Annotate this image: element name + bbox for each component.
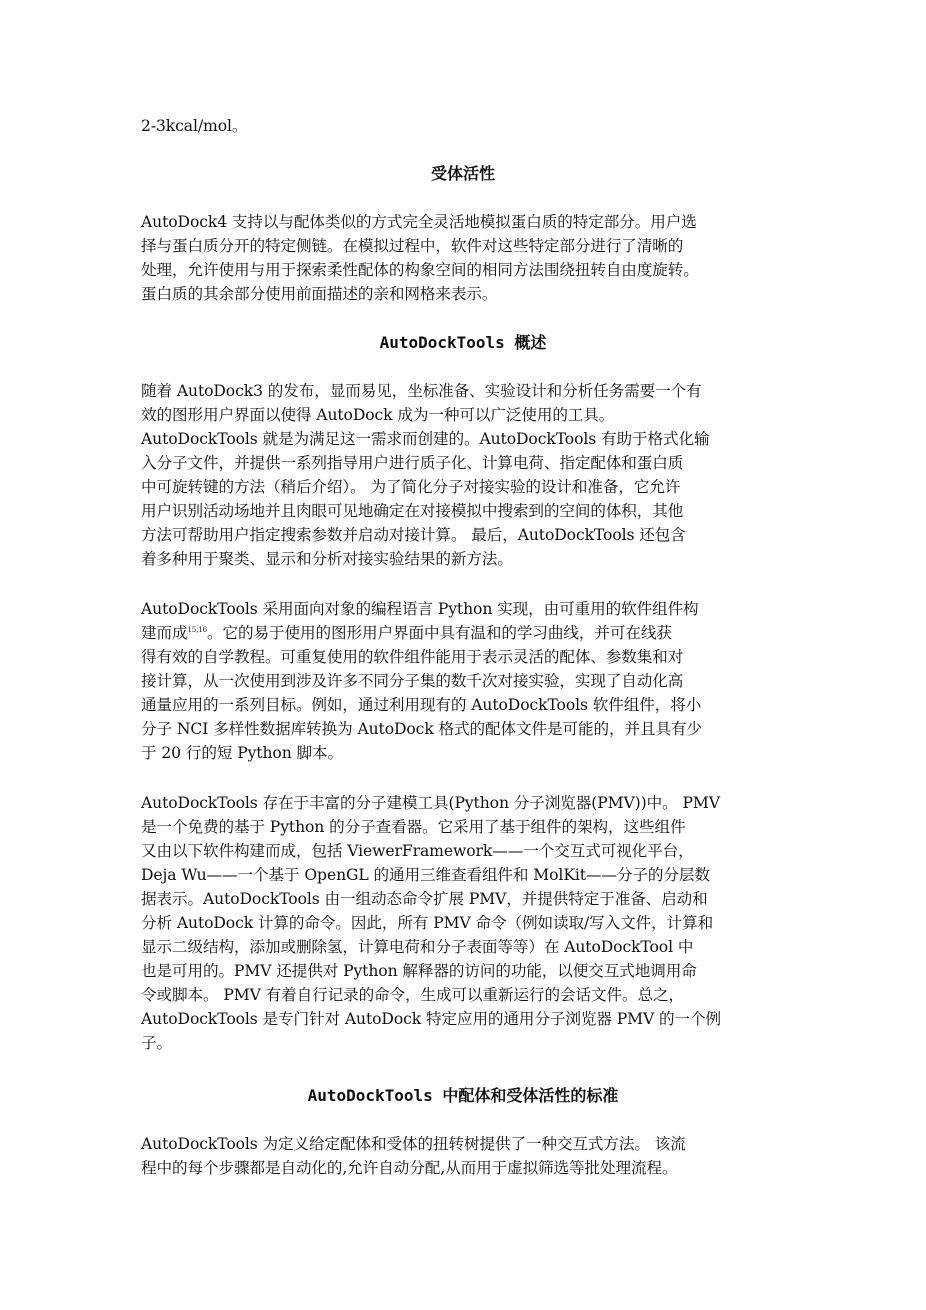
paragraph-overview-2 [141,597,791,765]
text-line: 显示二级结构，添加或删除氢，计算电荷和分子表面等等）在 AutoDockTool 中 [141,938,694,956]
text-line-with-citation [141,621,791,645]
section-heading-receptor-flexibility: 受体活性 [430,164,495,183]
paragraph-receptor-flexibility [141,210,791,306]
text-fragment: 建而成 [141,624,188,642]
text-line: 2-3kcal/mol。 [141,117,248,135]
text-line: 方法可帮助用户指定搜索参数并启动对接计算。 最后，AutoDockTools 还包含 [141,526,686,544]
text-line: 接计算，从一次使用到涉及许多不同分子集的数千次对接实验，实现了自动化高 [141,672,684,690]
text-line: 随着 AutoDock3 的发布，显而易见，坐标准备、实验设计和分析任务需要一个有 [141,382,702,400]
text-fragment: 。它的易于使用的图形用户界面中具有温和的学习曲线，并可在线获 [207,624,672,642]
citation-superscript: 15,16 [187,625,208,634]
text-line: 也是可用的。PMV 还提供对 Python 解释器的访问的功能，以便交互式地调用命 [141,962,697,980]
text-line: 程中的每个步骤都是自动化的,允许自动分配,从而用于虚拟筛选等批处理流程。 [141,1159,678,1177]
intro-paragraph [141,114,791,138]
paragraph-overview-1 [141,379,791,571]
text-line: 处理，允许使用与用于探索柔性配体的构象空间的相同方法围绕扭转自由度旋转。 [141,261,699,279]
text-line: 是一个免费的基于 Python 的分子查看器。它采用了基于组件的架构，这些组件 [141,818,686,836]
text-line: AutoDockTools 采用面向对象的编程语言 Python 实现，由可重用的软件组件构 [141,600,699,618]
text-line: AutoDockTools 是专门针对 AutoDock 特定应用的通用分子浏览器 PMV 的一个例 [141,1010,721,1028]
text-line: 中可旋转键的方法（稍后介绍）。 为了简化分子对接实验的设计和准备，它允许 [141,478,681,496]
section-heading-flexibility-criteria: AutoDockTools 中配体和受体活性的标准 [307,1086,619,1105]
text-line: 效的图形用户界面以使得 AutoDock 成为一种可以广泛使用的工具。 [141,406,615,424]
text-line: AutoDockTools 存在于丰富的分子建模工具(Python 分子浏览器(PMV))中。 PMV [141,794,720,812]
text-line: AutoDockTools 就是为满足这一需求而创建的。AutoDockTools 有助于格式化输 [141,430,710,448]
section-heading-autodocktools-overview: AutoDockTools 概述 [379,333,547,352]
text-line: 分析 AutoDock 计算的命令。因此，所有 PMV 命令（例如读取/写入文件，计算和 [141,914,714,932]
text-line: 着多种用于聚类、显示和分析对接实验结果的新方法。 [141,550,513,568]
text-line: 又由以下软件构建而成，包括 ViewerFramework——一个交互式可视化平台， [141,842,694,860]
text-line: AutoDockTools 为定义给定配体和受体的扭转树提供了一种交互式方法。 该流 [141,1135,686,1153]
text-line: 择与蛋白质分开的特定侧链。在模拟过程中，软件对这些特定部分进行了清晰的 [141,237,684,255]
paragraph-overview-3 [141,791,791,1055]
text-line: 入分子文件，并提供一系列指导用户进行质子化、计算电荷、指定配体和蛋白质 [141,454,684,472]
text-line: 蛋白质的其余部分使用前面描述的亲和网格来表示。 [141,285,498,303]
text-line: 据表示。AutoDockTools 由一组动态命令扩展 PMV，并提供特定于准备、启动和 [141,890,708,908]
text-line: Deja Wu——一个基于 OpenGL 的通用三维查看组件和 MolKit——分子的分层数 [141,866,710,884]
text-line: 用户识别活动场地并且肉眼可见地确定在对接模拟中搜索到的空间的体积，其他 [141,502,684,520]
text-line: AutoDock4 支持以与配体类似的方式完全灵活地模拟蛋白质的特定部分。用户选 [141,213,697,231]
text-line: 子。 [141,1034,172,1052]
text-line: 于 20 行的短 Python 脚本。 [141,744,343,762]
text-line: 分子 NCI 多样性数据库转换为 AutoDock 格式的配体文件是可能的，并且具有少 [141,720,702,738]
text-line: 通量应用的一系列目标。例如，通过利用现有的 AutoDockTools 软件组件，将小 [141,696,702,714]
text-line: 得有效的自学教程。可重复使用的软件组件能用于表示灵活的配体、参数集和对 [141,648,684,666]
text-line: 令或脚本。 PMV 有着自行记录的命令，生成可以重新运行的会话文件。总之， [141,986,684,1004]
paragraph-flexibility-criteria [141,1132,791,1180]
